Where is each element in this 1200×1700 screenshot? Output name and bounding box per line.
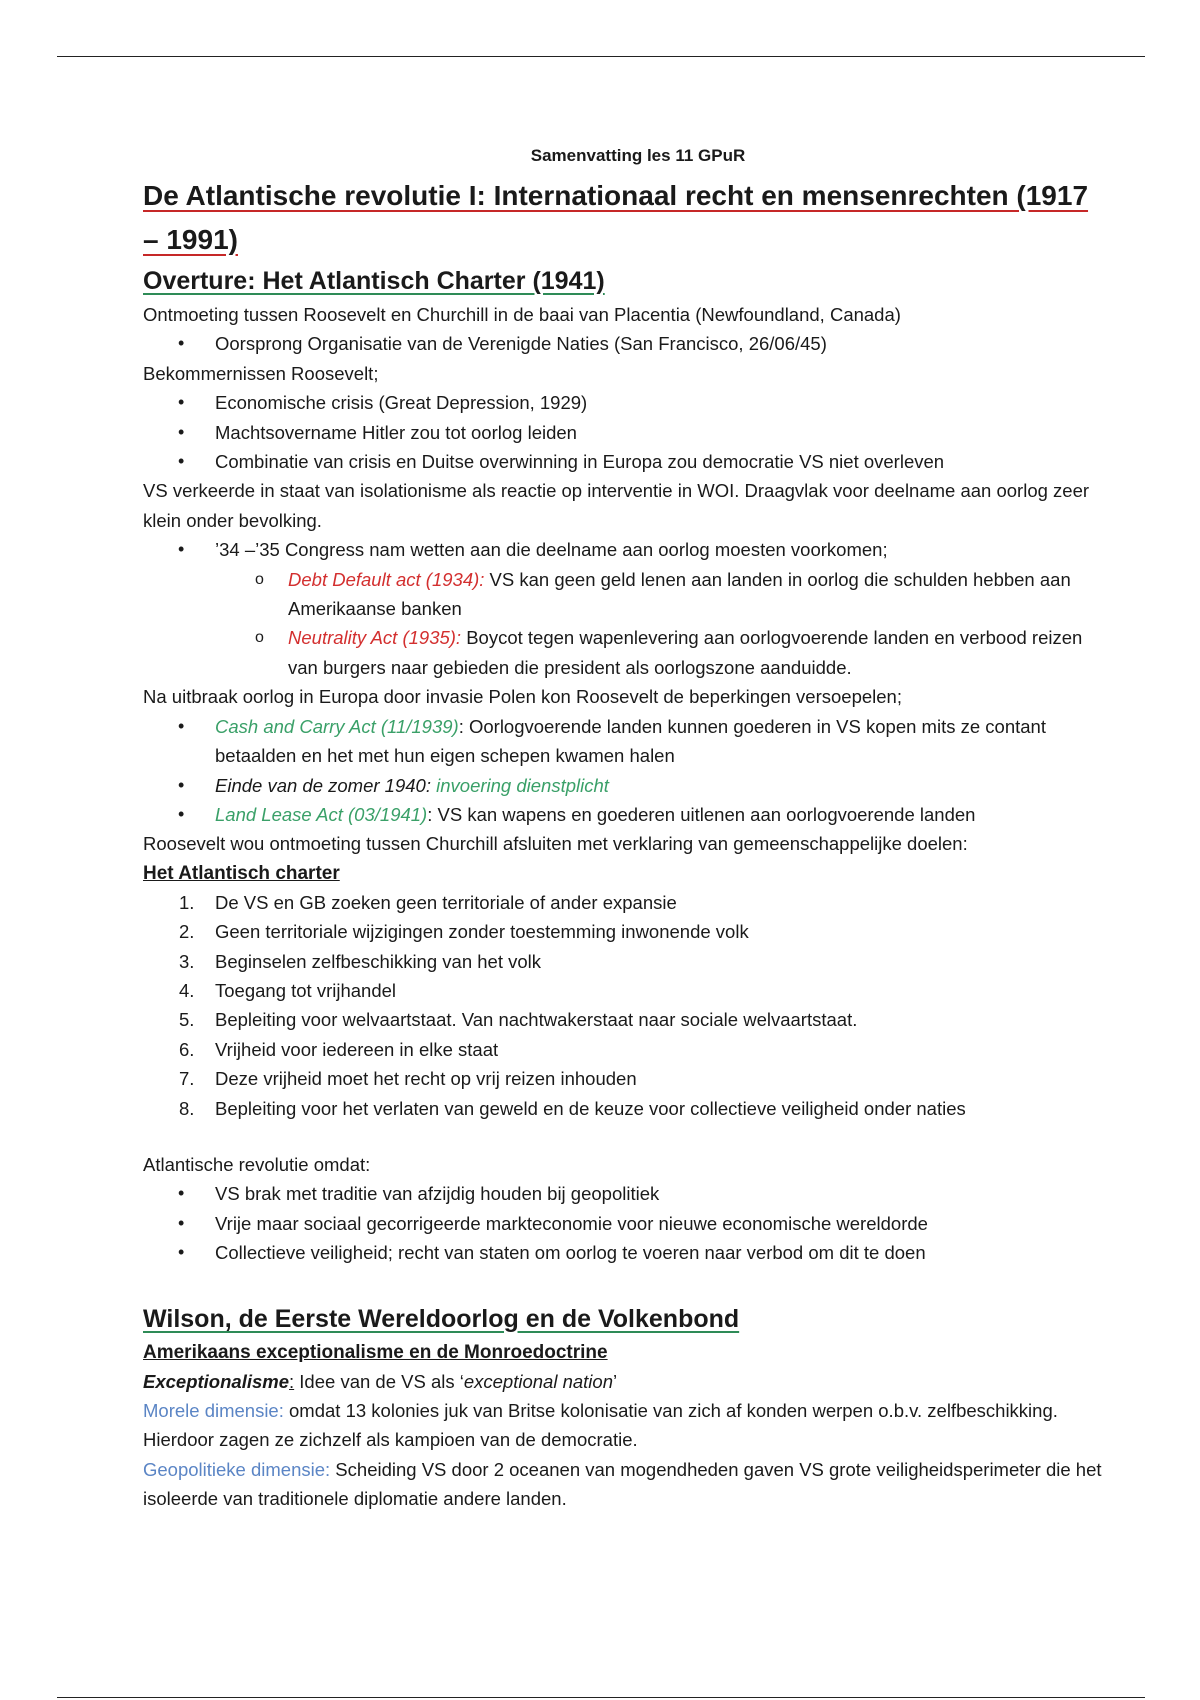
list-item [143,800,1103,829]
moral-label: Morele dimensie: [143,1400,284,1421]
subheading-exceptionalism: Amerikaans exceptionalisme en de Monroedoctrine [143,1341,608,1363]
term-exceptionalism: Exceptionalisme [143,1370,290,1392]
list-item [143,976,1103,1005]
item-text: Deze vrijheid moet het recht op vrij reizen inhouden [215,1068,637,1090]
acts-list [143,565,1103,683]
act-name: Land Lease Act (03/1941) [215,803,428,825]
list-item [143,1005,1103,1034]
section-heading-wilson: Wilson, de Eerste Wereldoorlog en de Volkenbond [143,1304,740,1333]
list-item [143,917,1103,946]
header-rule [57,56,1145,57]
exceptional-nation: exceptional nation [463,1370,613,1392]
revolution-list [143,1179,1103,1267]
list-item [143,771,1103,800]
act-text: : Oorlogvoerende landen kunnen goederen in VS kopen mits ze contant betaalden en het met hun eigen schepen kwamen halen [215,715,1046,767]
list-item [143,1064,1103,1093]
item-number: 2. [179,921,195,943]
paragraph-moral-dimension [143,1396,1103,1455]
item-text: De VS en GB zoeken geen territoriale of ander expansie [215,891,677,913]
paragraph-isolationism: VS verkeerde in staat van isolationisme als reactie op interventie in WOI. Draagvlak voor deelname aan oorlog zeer klein onder bevolking. [143,480,1090,531]
congress-list [143,535,1103,564]
exceptionalism-text: Idee van de VS als ‘ [294,1370,464,1392]
concerns-label: Bekommernissen Roosevelt; [143,362,379,384]
paragraph-geopolitical-dimension [143,1455,1103,1514]
section-heading-atlantic-charter: Overture: Het Atlantisch Charter (1941) [143,267,605,295]
list-item: • Combinatie van crisis en Duitse overwinning in Europa zou democratie VS niet overleven [143,447,1103,476]
act-text: Boycot tegen wapenlevering aan oorlogvoerende landen en verbood reizen van burgers naar gebieden die president als oorlogszone aanduidde. [288,627,1083,678]
document-title: De Atlantische revolutie I: Internationaal recht en mensenrechten (1917 – 1991) [143,180,1089,255]
paragraph-meeting: Ontmoeting tussen Roosevelt en Churchill in de baai van Placentia (Newfoundland, Canada) [143,304,901,325]
item-text: Bepleiting voor welvaartstaat. Van nachtwakerstaat naar sociale welvaartstaat. [215,1009,858,1031]
item-number: 1. [179,891,195,913]
revolution-label: Atlantische revolutie omdat: [143,1153,371,1175]
measures-list [143,712,1103,830]
list-item: • Oorsprong Organisatie van de Verenigde Naties (San Francisco, 26/06/45) [143,329,1103,358]
item-text: Beginselen zelfbeschikking van het volk [215,950,541,972]
list-item: • VS brak met traditie van afzijdig houden bij geopolitiek [143,1179,1103,1208]
item-text: Bepleiting voor het verlaten van geweld en de keuze voor collectieve veiligheid onder naties [215,1097,966,1119]
paragraph-after-outbreak: Na uitbraak oorlog in Europa door invasie Polen kon Roosevelt de beperkingen versoepelen; [143,686,902,708]
list-item [143,947,1103,976]
act-name: Cash and Carry Act (11/1939) [215,715,459,737]
charter-heading: Het Atlantisch charter [143,862,340,884]
document-subtitle: Samenvatting les 11 GPuR [530,146,746,165]
list-item: • ’34 –’35 Congress nam wetten aan die deelname aan oorlog moesten voorkomen; [143,535,1103,564]
origin-list [143,329,1103,358]
item-number: 3. [179,950,195,972]
act-item [143,565,1103,624]
list-item [143,1035,1103,1064]
list-item: • Economische crisis (Great Depression, 1929) [143,388,1103,417]
paragraph-meeting-goals: Roosevelt wou ontmoeting tussen Churchill afsluiten met verklaring van gemeenschappelijke doelen: [143,833,968,855]
act-item [143,623,1103,682]
summer-prefix: Einde van de zomer 1940: [215,774,431,796]
paragraph-exceptionalism [143,1367,1103,1396]
list-item: • Collectieve veiligheid; recht van staten om oorlog te voeren naar verbod om dit te doen [143,1238,1103,1267]
list-item [143,888,1103,917]
footer-rule [57,1697,1145,1698]
act-name: Debt Default act (1934): [288,568,485,590]
list-item [143,1094,1103,1123]
item-number: 8. [179,1097,195,1119]
act-text: VS kan geen geld lenen aan landen in oorlog die schulden hebben aan Amerikaanse banken [288,568,1071,620]
charter-list [143,888,1103,1123]
item-number: 4. [179,979,195,1001]
list-item [143,712,1103,771]
act-name: Neutrality Act (1935): [288,627,462,649]
geo-text: Scheiding VS door 2 oceanen van mogendheden gaven VS grote veiligheidsperimeter die het isoleerde van traditionele diplomatie andere landen. [143,1458,1102,1510]
term-colon: : [289,1370,295,1392]
list-item: • Machtsovername Hitler zou tot oorlog leiden [143,418,1103,447]
item-number: 6. [179,1038,195,1060]
item-text: Vrijheid voor iedereen in elke staat [215,1038,499,1060]
conscription-highlight: invoering dienstplicht [436,774,609,796]
document-body [143,146,1103,1514]
act-text: : VS kan wapens en goederen uitlenen aan oorlogvoerende landen [427,803,976,825]
item-number: 7. [179,1068,195,1090]
item-text: Toegang tot vrijhandel [215,979,397,1001]
geo-label: Geopolitieke dimensie: [143,1458,331,1480]
item-text: Geen territoriale wijzigingen zonder toestemming inwonende volk [215,921,749,943]
closing-quote: ’ [613,1370,618,1392]
concerns-list [143,388,1103,476]
item-number: 5. [179,1009,195,1031]
moral-text: omdat 13 kolonies juk van Britse kolonisatie van zich af konden werpen o.b.v. zelfbeschikking. Hierdoor zagen ze zichzelf als kampioen van de democratie. [143,1400,1058,1451]
list-item: • Vrije maar sociaal gecorrigeerde markteconomie voor nieuwe economische wereldorde [143,1209,1103,1238]
